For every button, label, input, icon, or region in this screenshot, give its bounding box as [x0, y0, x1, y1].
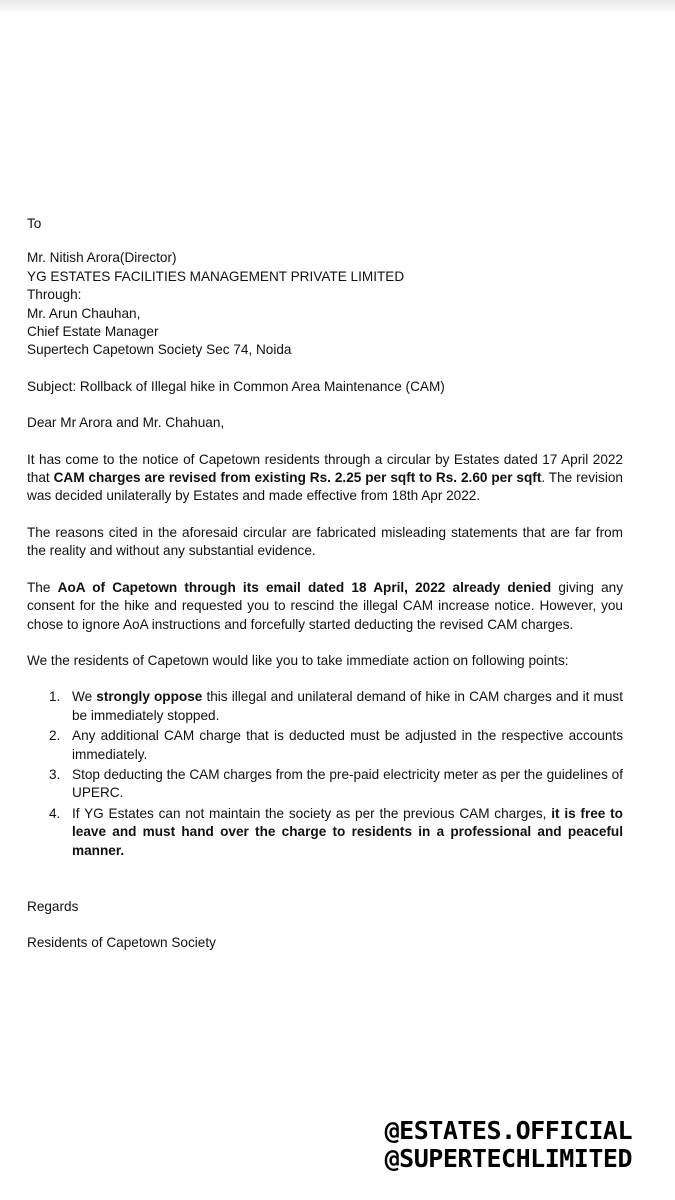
story-mention-stickers: [383, 1117, 634, 1173]
address-line: Supertech Capetown Society Sec 74, Noida: [27, 342, 292, 358]
address-line: Chief Estate Manager: [27, 324, 159, 340]
letter-to: To: [27, 216, 42, 231]
address-line: Mr. Nitish Arora(Director): [27, 250, 177, 266]
paragraph-1: [27, 451, 623, 506]
list-item: [27, 688, 623, 725]
letter-subject: Subject: Rollback of Illegal hike in Common Area Maintenance (CAM): [27, 378, 445, 394]
points-intro: We the residents of Capetown would like you to take immediate action on following points:: [27, 652, 569, 668]
list-item: [27, 727, 623, 764]
letter-salutation: Dear Mr Arora and Mr. Chahuan,: [27, 415, 225, 431]
paragraph-3-text: The: [27, 579, 58, 595]
letter-closing: Regards: [27, 898, 79, 914]
address-line: YG ESTATES FACILITIES MANAGEMENT PRIVATE LIMITED: [27, 268, 405, 284]
recipient-address: [27, 249, 623, 359]
paragraph-3: [27, 579, 623, 634]
list-item-text: Any additional CAM charge that is deducted must be adjusted in the respective accounts immediately.: [72, 728, 623, 762]
address-line: Through:: [27, 287, 82, 303]
list-number: 1.: [49, 689, 61, 705]
top-shade: [0, 0, 675, 14]
address-line: Mr. Arun Chauhan,: [27, 305, 141, 321]
paragraph-1-text: It has come to the notice of Capetown residents through a circular by Estates dated 17 April 2022 that: [27, 451, 623, 486]
paragraph-3-text-end: giving any consent for the hike and requested you to rescind the illegal CAM increase notice. However, you chose to ignore AoA instructions and forcefully started deducting the revised CAM charges.: [27, 579, 623, 632]
list-item-bold: strongly oppose: [96, 689, 203, 705]
paragraph-2: The reasons cited in the aforesaid circular are fabricated misleading statements that are far from the reality and without any substantial evidence.: [27, 524, 623, 559]
mention-tag-estates[interactable]: @ESTATES.OFFICIAL: [384, 1116, 632, 1145]
list-item-text: We: [72, 689, 97, 705]
action-points-list: [27, 688, 623, 860]
letter-body: [27, 215, 623, 953]
mention-tag-supertech[interactable]: @SUPERTECHLIMITED: [384, 1144, 632, 1173]
list-item: [27, 805, 623, 860]
list-item: [27, 766, 623, 803]
paragraph-1-bold: CAM charges are revised from existing Rs. 2.25 per sqft to Rs. 2.60 per sqft: [53, 470, 542, 486]
list-item-text: Stop deducting the CAM charges from the pre-paid electricity meter as per the guidelines of UPERC.: [72, 766, 623, 801]
list-number: 3.: [49, 766, 61, 782]
list-item-text: If YG Estates can not maintain the society as per the previous CAM charges,: [72, 805, 552, 821]
list-number: 4.: [49, 805, 61, 821]
letter-signature: Residents of Capetown Society: [27, 935, 216, 951]
list-item-bold: it is free to leave and must hand over the charge to residents in a professional and peaceful manner.: [72, 805, 623, 858]
paragraph-1-text-end: . The revision was decided unilaterally by Estates and made effective from 18th Apr 2022.: [27, 470, 623, 504]
list-number: 2.: [49, 728, 61, 744]
list-item-text-end: this illegal and unilateral demand of hike in CAM charges and it must be immediately stopped.: [72, 689, 624, 723]
paragraph-3-bold: AoA of Capetown through its email dated 18 April, 2022 already denied: [57, 579, 552, 595]
